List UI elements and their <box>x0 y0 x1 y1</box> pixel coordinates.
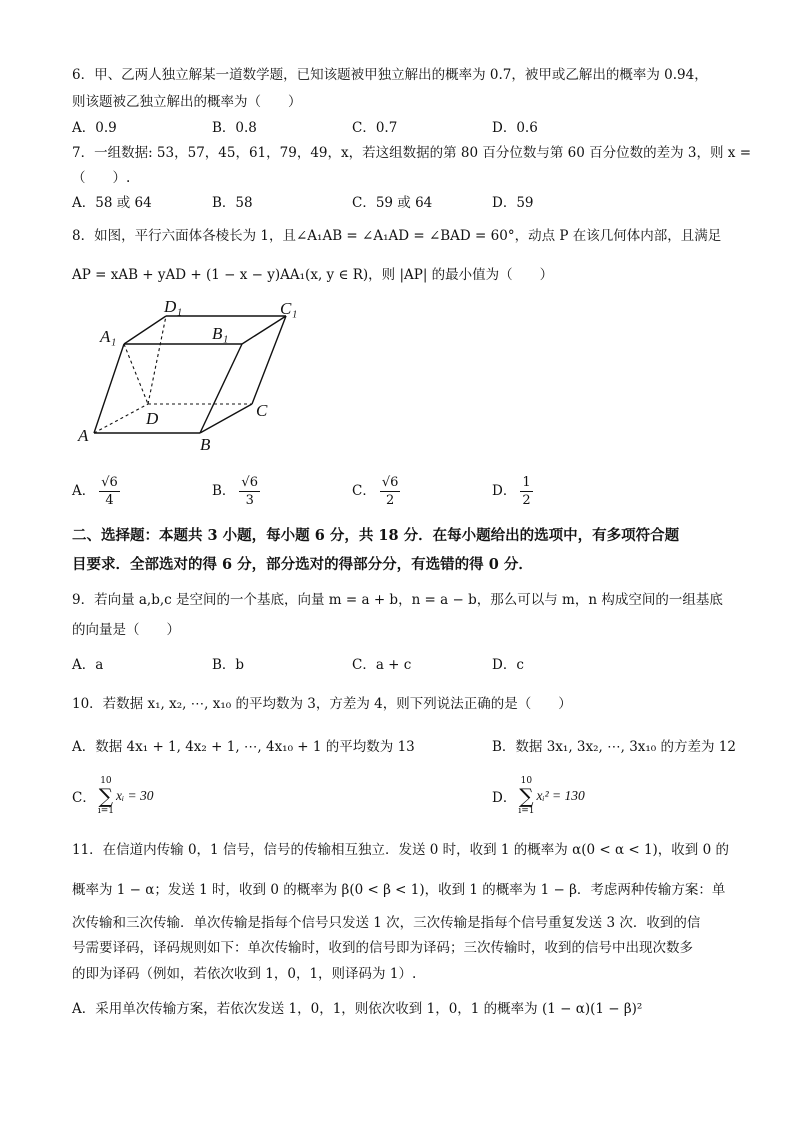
label-a: A <box>78 426 89 445</box>
q6-stem-line1: 6．甲、乙两人独立解某一道数学题，已知该题被甲独立解出的概率为 0.7，被甲或乙解出的概率为 0.94， <box>72 67 708 83</box>
q11-stem-line2: 概率为 1 − α；发送 1 时，收到 0 的概率为 β(0 < β < 1)，收到 1 的概率为 1 − β．考虑两种传输方案：单 <box>72 882 726 898</box>
sum-upper-limit: 10 <box>100 776 112 786</box>
q10-option-a: A．数据 4x₁ + 1, 4x₂ + 1, ⋯, 4x₁₀ + 1 的平均数为 13 <box>72 739 415 755</box>
q10-stem: 10．若数据 x₁, x₂, ⋯, x₁₀ 的平均数为 3，方差为 4，则下列说法正确的是（ ） <box>72 696 572 712</box>
q11-stem-line5: 的即为译码（例如，若依次收到 1，0，1，则译码为 1）. <box>72 966 417 982</box>
label-a1: A₁ <box>100 327 117 346</box>
q10-option-d <box>492 776 585 816</box>
q6-option-d: D．0.6 <box>492 120 538 136</box>
q9-option-a: A．a <box>72 657 104 673</box>
q7-option-a: A．58 或 64 <box>72 195 152 211</box>
q7-option-c: C．59 或 64 <box>352 195 433 211</box>
edge-b-b1 <box>200 344 242 433</box>
sum-lower-limit: i=1 <box>97 806 114 816</box>
q8-option-b-denominator: 3 <box>245 493 254 508</box>
q10-option-c-expr: xᵢ = 30 <box>116 788 154 803</box>
q6-option-a: A．0.9 <box>72 120 117 136</box>
label-b1: B₁ <box>212 324 229 343</box>
q8-option-d-fraction <box>520 474 532 509</box>
q8-option-c-letter: C． <box>352 483 376 499</box>
sum-sign: ∑ <box>98 784 114 808</box>
q11-stem-line3: 次传输和三次传输．单次传输是指每个信号只发送 1 次，三次传输是指每个信号重复发送 3 次．收到的信 <box>72 915 701 931</box>
q9-stem-line2: 的向量是（ ） <box>72 622 180 638</box>
edge-c-c1 <box>252 316 286 404</box>
q8-option-d-denominator: 2 <box>522 493 531 508</box>
q8-option-c-numerator: √6 <box>381 475 399 490</box>
q8-stem-line2: AP = xAB + yAD + (1 − x − y)AA₁(x, y ∈ R)，则 |AP| 的最小值为（ ） <box>72 267 554 283</box>
q8-option-b-letter: B． <box>212 483 236 499</box>
q8-option-a-denominator: 4 <box>105 493 114 508</box>
q9-option-d: D．c <box>492 657 524 673</box>
q9-option-b: B．b <box>212 657 245 673</box>
q10-option-b: B．数据 3x₁, 3x₂, ⋯, 3x₁₀ 的方差为 12 <box>492 739 736 755</box>
q6-option-b: B．0.8 <box>212 120 257 136</box>
q11-stem-line1: 11．在信道内传输 0，1 信号，信号的传输相互独立．发送 0 时，收到 1 的概率为 α(0 < α < 1)，收到 0 的 <box>72 842 729 858</box>
edge-a1-d1 <box>124 316 166 344</box>
q10-option-c-summation <box>98 776 114 816</box>
sum-sign: ∑ <box>519 784 534 808</box>
q8-option-d-numerator: 1 <box>522 475 531 490</box>
sum-upper-limit: 10 <box>520 776 533 786</box>
edge-b-c <box>200 404 252 433</box>
label-c1: C₁ <box>280 299 298 318</box>
q8-option-d <box>492 474 533 509</box>
q8-option-c-fraction <box>380 474 401 509</box>
q8-option-b-numerator: √6 <box>241 475 258 490</box>
q8-option-a <box>72 474 120 509</box>
q6-stem-line2: 则该题被乙独立解出的概率为（ ） <box>72 94 302 110</box>
q8-option-b-fraction <box>239 474 260 509</box>
q8-option-c-denominator: 2 <box>385 493 395 508</box>
q10-option-d-letter: D． <box>492 790 517 806</box>
q7-stem-line2: （ ）. <box>72 170 131 186</box>
edge-a1-d-hidden <box>124 344 148 404</box>
q10-option-d-summation <box>518 776 534 816</box>
edge-b1-c1 <box>242 316 286 344</box>
section2-heading-line2: 目要求．全部选对的得 6 分，部分选对的得部分分，有选错的得 0 分． <box>72 556 533 573</box>
q10-option-c-letter: C． <box>72 790 96 806</box>
label-d: D <box>146 409 159 428</box>
q8-option-b <box>212 474 260 509</box>
edge-d-d1-hidden <box>148 316 166 404</box>
q11-option-a: A．采用单次传输方案，若依次发送 1，0，1，则依次收到 1，0，1 的概率为 (1 − α)(1 − β)² <box>72 1001 643 1017</box>
q8-stem-line1: 8．如图，平行六面体各棱长为 1，且∠A₁AB = ∠A₁AD = ∠BAD = 60°，动点 P 在该几何体内部，且满足 <box>72 228 722 244</box>
q11-stem-line4: 号需要译码，译码规则如下：单次传输时，收到的信号即为译码；三次传输时，收到的信号中出现次数多 <box>72 940 693 956</box>
q9-stem-line1: 9．若向量 a,b,c 是空间的一个基底，向量 m = a + b，n = a − b，那么可以与 m，n 构成空间的一组基底 <box>72 592 723 608</box>
sum-lower-limit: i=1 <box>518 806 535 816</box>
q8-option-d-letter: D． <box>492 483 517 499</box>
label-b: B <box>200 435 211 454</box>
q7-option-d: D．59 <box>492 195 534 211</box>
label-c: C <box>256 401 268 420</box>
q8-option-a-numerator: √6 <box>101 475 118 490</box>
q8-option-a-fraction <box>99 474 120 509</box>
q10-option-c <box>72 776 154 816</box>
q8-option-a-letter: A． <box>72 483 96 499</box>
q9-option-c: C．a + c <box>352 657 412 673</box>
q8-option-c <box>352 474 400 509</box>
q7-option-b: B．58 <box>212 195 253 211</box>
parallelepiped-figure <box>72 296 312 456</box>
q6-option-c: C．0.7 <box>352 120 398 136</box>
edge-a-a1 <box>94 344 124 433</box>
q7-stem-line1: 7．一组数据: 53，57，45，61，79，49，x，若这组数据的第 80 百分位数与第 60 百分位数的差为 3，则 x = <box>72 145 752 161</box>
q10-option-d-expr: xᵢ² = 130 <box>536 788 585 803</box>
section2-heading-line1: 二、选择题：本题共 3 小题，每小题 6 分，共 18 分．在每小题给出的选项中，有多项符合题 <box>72 527 680 544</box>
label-d1: D₁ <box>164 297 183 316</box>
